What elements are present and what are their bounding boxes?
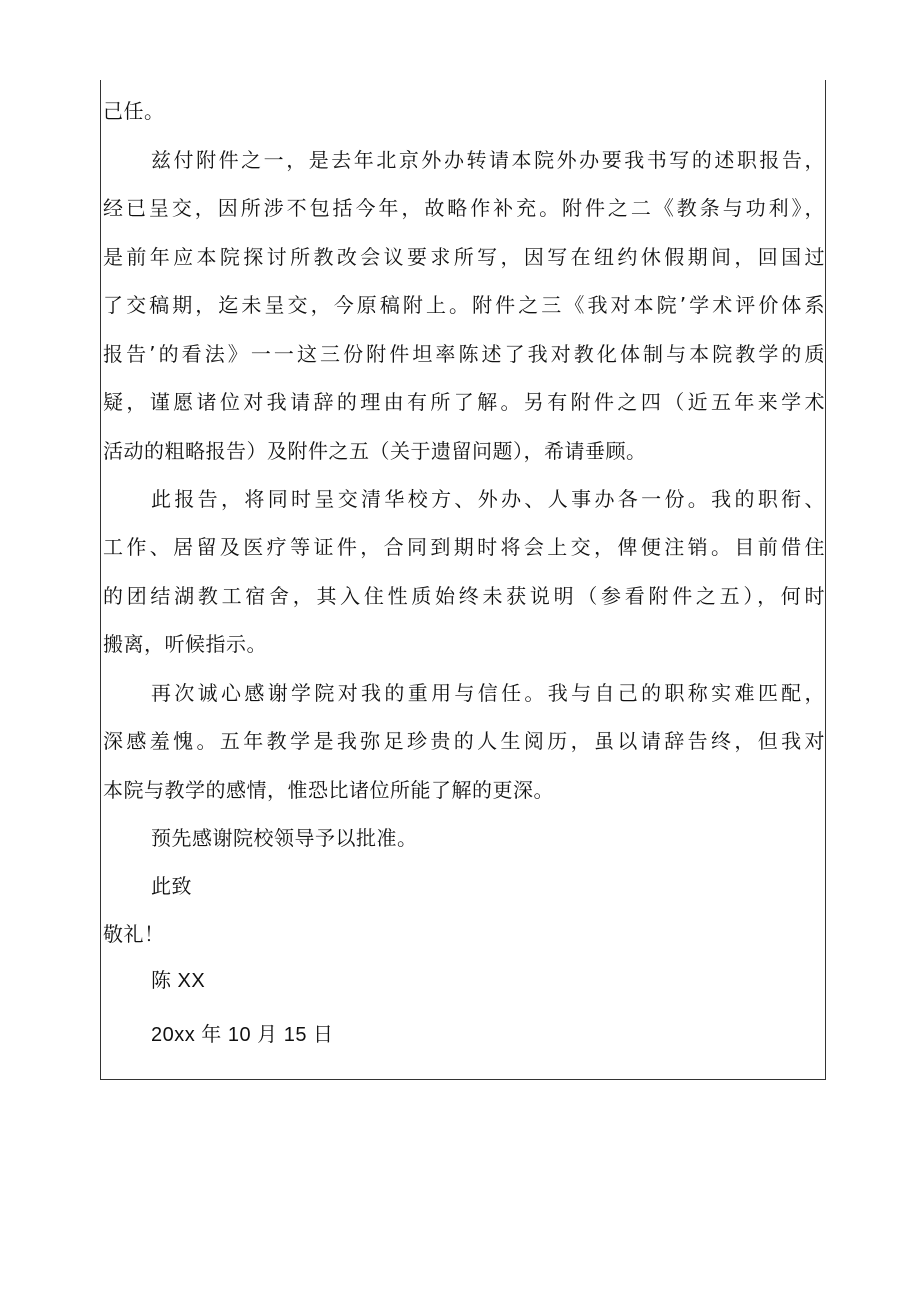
- text-line: 深感羞愧。五年教学是我弥足珍贵的人生阅历，虽以请辞告终，但我对: [103, 729, 825, 753]
- closing-salutation: 此致: [151, 874, 192, 898]
- text-line: 是前年应本院探讨所教改会议要求所写，因写在纽约休假期间，回国过: [103, 245, 825, 269]
- text-line: 的团结湖教工宿舍，其入住性质始终未获说明（参看附件之五），何时: [103, 584, 825, 608]
- signature-date: 20xx 年 10 月 15 日: [151, 1024, 334, 1046]
- text-line: 报告’的看法》一一这三份附件坦率陈述了我对教化体制与本院教学的质: [103, 342, 825, 366]
- text-line: 经已呈交，因所涉不包括今年，故略作补充。附件之二《教条与功利》，: [103, 196, 825, 220]
- text-line: 了交稿期，迄未呈交，今原稿附上。附件之三《我对本院’学术评价体系: [103, 293, 825, 317]
- text-line: 搬离，听候指示。: [103, 632, 267, 656]
- text-line: 工作、居留及医疗等证件，合同到期时将会上交，俾便注销。目前借住: [103, 535, 825, 559]
- text-line: 疑，谨愿诸位对我请辞的理由有所了解。另有附件之四（近五年来学术: [103, 390, 825, 414]
- paragraph-start-line: 兹付附件之一，是去年北京外办转请本院外办要我书写的述职报告，: [151, 148, 825, 172]
- closing-regards: 敬礼！: [103, 922, 165, 946]
- text-line: 本院与教学的感情，惟恐比诸位所能了解的更深。: [103, 778, 554, 802]
- letter-border-frame: [100, 80, 826, 1080]
- thanks-line: 预先感谢院校领导予以批准。: [151, 826, 418, 850]
- text-line: 活动的粗略报告）及附件之五（关于遗留问题），希请垂顾。: [103, 439, 647, 463]
- paragraph-start-line: 此报告，将同时呈交清华校方、外办、人事办各一份。我的职衔、: [151, 487, 825, 511]
- signature-name: 陈 XX: [151, 970, 206, 992]
- paragraph-start-line: 再次诚心感谢学院对我的重用与信任。我与自己的职称实难匹配，: [151, 681, 825, 705]
- text-line: 己任。: [103, 99, 165, 123]
